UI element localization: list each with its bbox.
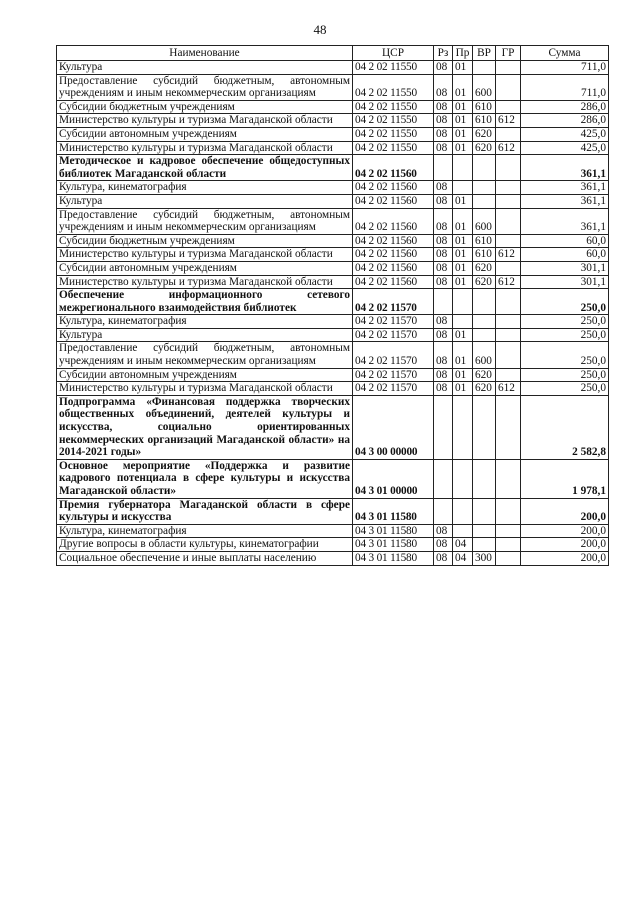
header-name: Наименование — [57, 46, 353, 61]
cell-rz: 08 — [434, 315, 453, 329]
cell-sum: 286,0 — [521, 100, 609, 114]
cell-pr: 01 — [453, 127, 473, 141]
cell-sum: 361,1 — [521, 194, 609, 208]
cell-name: Культура — [57, 61, 353, 75]
cell-rz: 08 — [434, 261, 453, 275]
cell-vr — [473, 328, 496, 342]
cell-name: Министерство культуры и туризма Магаданской области — [57, 382, 353, 396]
cell-gr: 612 — [496, 114, 521, 128]
table-row — [57, 155, 609, 181]
header-pr: Пр — [453, 46, 473, 61]
cell-name: Другие вопросы в области культуры, кинематографии — [57, 538, 353, 552]
table-row — [57, 395, 609, 459]
cell-rz: 08 — [434, 524, 453, 538]
cell-vr: 600 — [473, 74, 496, 100]
cell-pr: 01 — [453, 261, 473, 275]
table-row — [57, 498, 609, 524]
cell-pr: 01 — [453, 100, 473, 114]
table-row — [57, 181, 609, 195]
table-row — [57, 100, 609, 114]
cell-vr — [473, 181, 496, 195]
cell-gr: 612 — [496, 248, 521, 262]
cell-name: Премия губернатора Магаданской области в сфере культуры и искусства — [57, 498, 353, 524]
cell-vr: 620 — [473, 261, 496, 275]
cell-gr — [496, 100, 521, 114]
table-row — [57, 289, 609, 315]
cell-rz: 08 — [434, 234, 453, 248]
cell-sum: 250,0 — [521, 382, 609, 396]
cell-pr: 01 — [453, 74, 473, 100]
header-gr: ГР — [496, 46, 521, 61]
table-row — [57, 551, 609, 565]
cell-name: Министерство культуры и туризма Магаданской области — [57, 275, 353, 289]
cell-vr — [473, 395, 496, 459]
cell-name: Субсидии бюджетным учреждениям — [57, 234, 353, 248]
table-row — [57, 328, 609, 342]
table-row — [57, 459, 609, 498]
cell-vr — [473, 315, 496, 329]
cell-name: Министерство культуры и туризма Магаданской области — [57, 114, 353, 128]
budget-table — [56, 45, 609, 566]
cell-rz: 08 — [434, 61, 453, 75]
cell-name: Культура, кинематография — [57, 524, 353, 538]
cell-sum: 361,1 — [521, 181, 609, 195]
cell-sum: 711,0 — [521, 74, 609, 100]
cell-gr: 612 — [496, 275, 521, 289]
table-row — [57, 382, 609, 396]
cell-csr: 04 2 02 11550 — [353, 141, 434, 155]
cell-vr — [473, 155, 496, 181]
cell-name: Методическое и кадровое обеспечение общедоступных библиотек Магаданской области — [57, 155, 353, 181]
header-vr: ВР — [473, 46, 496, 61]
cell-name: Подпрограмма «Финансовая поддержка творческих общественных объединений, деятелей культуры и искусства, социально ориентированных некоммерческих организаций Магаданской области» на 2014-2021 годы» — [57, 395, 353, 459]
header-sum: Сумма — [521, 46, 609, 61]
cell-rz: 08 — [434, 275, 453, 289]
cell-csr: 04 2 02 11560 — [353, 194, 434, 208]
cell-pr: 01 — [453, 248, 473, 262]
cell-csr: 04 2 02 11570 — [353, 328, 434, 342]
cell-pr: 01 — [453, 342, 473, 368]
table-row — [57, 524, 609, 538]
cell-rz — [434, 459, 453, 498]
cell-gr — [496, 127, 521, 141]
table-row — [57, 261, 609, 275]
cell-rz: 08 — [434, 382, 453, 396]
cell-rz — [434, 155, 453, 181]
cell-vr: 620 — [473, 368, 496, 382]
cell-csr: 04 3 01 11580 — [353, 498, 434, 524]
cell-csr: 04 2 02 11560 — [353, 208, 434, 234]
cell-rz — [434, 289, 453, 315]
cell-sum: 60,0 — [521, 234, 609, 248]
cell-csr: 04 2 02 11570 — [353, 289, 434, 315]
cell-vr — [473, 194, 496, 208]
cell-rz — [434, 498, 453, 524]
cell-vr: 620 — [473, 382, 496, 396]
table-row — [57, 538, 609, 552]
cell-csr: 04 2 02 11570 — [353, 382, 434, 396]
cell-gr — [496, 538, 521, 552]
cell-rz: 08 — [434, 248, 453, 262]
cell-pr: 01 — [453, 141, 473, 155]
cell-gr — [496, 181, 521, 195]
cell-vr: 620 — [473, 127, 496, 141]
cell-csr: 04 2 02 11560 — [353, 248, 434, 262]
cell-gr — [496, 395, 521, 459]
table-row — [57, 234, 609, 248]
cell-csr: 04 3 01 00000 — [353, 459, 434, 498]
cell-gr — [496, 368, 521, 382]
cell-csr: 04 2 02 11570 — [353, 342, 434, 368]
cell-sum: 711,0 — [521, 61, 609, 75]
cell-rz: 08 — [434, 342, 453, 368]
cell-csr: 04 2 02 11570 — [353, 368, 434, 382]
cell-rz — [434, 395, 453, 459]
cell-gr — [496, 328, 521, 342]
cell-vr: 620 — [473, 275, 496, 289]
cell-vr — [473, 61, 496, 75]
cell-csr: 04 2 02 11560 — [353, 155, 434, 181]
table-row — [57, 127, 609, 141]
cell-csr: 04 2 02 11550 — [353, 100, 434, 114]
cell-rz: 08 — [434, 328, 453, 342]
cell-rz: 08 — [434, 100, 453, 114]
cell-pr — [453, 181, 473, 195]
table-row — [57, 141, 609, 155]
cell-csr: 04 2 02 11560 — [353, 275, 434, 289]
table-row — [57, 275, 609, 289]
cell-pr: 01 — [453, 368, 473, 382]
cell-pr — [453, 395, 473, 459]
cell-rz: 08 — [434, 114, 453, 128]
cell-gr — [496, 208, 521, 234]
cell-pr — [453, 315, 473, 329]
cell-gr — [496, 261, 521, 275]
cell-rz: 08 — [434, 181, 453, 195]
cell-csr: 04 2 02 11550 — [353, 114, 434, 128]
cell-sum: 2 582,8 — [521, 395, 609, 459]
cell-gr — [496, 234, 521, 248]
cell-sum: 250,0 — [521, 328, 609, 342]
cell-gr — [496, 524, 521, 538]
cell-sum: 200,0 — [521, 551, 609, 565]
cell-gr — [496, 315, 521, 329]
cell-vr — [473, 524, 496, 538]
cell-csr: 04 3 01 11580 — [353, 538, 434, 552]
cell-vr — [473, 459, 496, 498]
cell-csr: 04 2 02 11570 — [353, 315, 434, 329]
cell-name: Предоставление субсидий бюджетным, автономным учреждениям и иным некоммерческим организациям — [57, 208, 353, 234]
cell-rz: 08 — [434, 141, 453, 155]
table-row — [57, 315, 609, 329]
cell-gr — [496, 61, 521, 75]
cell-csr: 04 2 02 11560 — [353, 181, 434, 195]
table-row — [57, 194, 609, 208]
cell-sum: 286,0 — [521, 114, 609, 128]
cell-sum: 1 978,1 — [521, 459, 609, 498]
cell-vr — [473, 289, 496, 315]
cell-pr — [453, 459, 473, 498]
cell-name: Социальное обеспечение и иные выплаты населению — [57, 551, 353, 565]
table-body — [57, 61, 609, 566]
cell-name: Культура — [57, 328, 353, 342]
cell-csr: 04 2 02 11550 — [353, 127, 434, 141]
cell-gr — [496, 289, 521, 315]
cell-gr — [496, 498, 521, 524]
cell-vr: 300 — [473, 551, 496, 565]
cell-name: Министерство культуры и туризма Магаданской области — [57, 141, 353, 155]
cell-gr: 612 — [496, 141, 521, 155]
table-row — [57, 61, 609, 75]
cell-pr: 01 — [453, 234, 473, 248]
cell-name: Культура, кинематография — [57, 181, 353, 195]
cell-pr — [453, 524, 473, 538]
cell-vr: 620 — [473, 141, 496, 155]
cell-sum: 200,0 — [521, 524, 609, 538]
cell-name: Предоставление субсидий бюджетным, автономным учреждениям и иным некоммерческим организациям — [57, 74, 353, 100]
cell-sum: 301,1 — [521, 261, 609, 275]
cell-vr — [473, 498, 496, 524]
cell-pr: 01 — [453, 114, 473, 128]
table-row — [57, 208, 609, 234]
cell-name: Субсидии автономным учреждениям — [57, 127, 353, 141]
cell-sum: 425,0 — [521, 127, 609, 141]
cell-pr: 01 — [453, 208, 473, 234]
cell-name: Основное мероприятие «Поддержка и развитие кадрового потенциала в сфере культуры и искусства Магаданской области» — [57, 459, 353, 498]
cell-vr: 610 — [473, 100, 496, 114]
cell-pr: 04 — [453, 538, 473, 552]
table-row — [57, 74, 609, 100]
cell-sum: 301,1 — [521, 275, 609, 289]
cell-pr — [453, 155, 473, 181]
page-number: 48 — [313, 22, 327, 37]
cell-sum: 425,0 — [521, 141, 609, 155]
cell-pr — [453, 289, 473, 315]
cell-pr — [453, 498, 473, 524]
cell-name: Министерство культуры и туризма Магаданской области — [57, 248, 353, 262]
cell-csr: 04 2 02 11550 — [353, 74, 434, 100]
cell-pr: 01 — [453, 275, 473, 289]
cell-pr: 01 — [453, 328, 473, 342]
cell-rz: 08 — [434, 127, 453, 141]
cell-name: Обеспечение информационного сетевого межрегионального взаимодействия библиотек — [57, 289, 353, 315]
table-row — [57, 248, 609, 262]
cell-vr: 610 — [473, 248, 496, 262]
cell-vr: 600 — [473, 342, 496, 368]
cell-name: Субсидии автономным учреждениям — [57, 368, 353, 382]
cell-gr — [496, 342, 521, 368]
cell-gr: 612 — [496, 382, 521, 396]
cell-sum: 250,0 — [521, 315, 609, 329]
table-row — [57, 114, 609, 128]
cell-csr: 04 2 02 11560 — [353, 261, 434, 275]
cell-gr — [496, 459, 521, 498]
cell-rz: 08 — [434, 74, 453, 100]
cell-sum: 250,0 — [521, 289, 609, 315]
cell-sum: 200,0 — [521, 498, 609, 524]
cell-sum: 250,0 — [521, 342, 609, 368]
cell-name: Субсидии бюджетным учреждениям — [57, 100, 353, 114]
cell-name: Культура, кинематография — [57, 315, 353, 329]
cell-sum: 250,0 — [521, 368, 609, 382]
header-csr: ЦСР — [353, 46, 434, 61]
cell-pr: 01 — [453, 382, 473, 396]
cell-gr — [496, 155, 521, 181]
cell-vr: 600 — [473, 208, 496, 234]
cell-name: Культура — [57, 194, 353, 208]
cell-pr: 01 — [453, 194, 473, 208]
cell-sum: 60,0 — [521, 248, 609, 262]
cell-sum: 200,0 — [521, 538, 609, 552]
cell-vr: 610 — [473, 114, 496, 128]
cell-gr — [496, 194, 521, 208]
cell-rz: 08 — [434, 538, 453, 552]
cell-gr — [496, 74, 521, 100]
cell-rz: 08 — [434, 551, 453, 565]
cell-sum: 361,1 — [521, 155, 609, 181]
cell-rz: 08 — [434, 208, 453, 234]
cell-sum: 361,1 — [521, 208, 609, 234]
cell-vr: 610 — [473, 234, 496, 248]
cell-name: Предоставление субсидий бюджетным, автономным учреждениям и иным некоммерческим организациям — [57, 342, 353, 368]
cell-rz: 08 — [434, 368, 453, 382]
cell-csr: 04 2 02 11550 — [353, 61, 434, 75]
cell-rz: 08 — [434, 194, 453, 208]
table-row — [57, 368, 609, 382]
cell-csr: 04 2 02 11560 — [353, 234, 434, 248]
table-header-row — [57, 46, 609, 61]
cell-pr: 04 — [453, 551, 473, 565]
cell-pr: 01 — [453, 61, 473, 75]
cell-name: Субсидии автономным учреждениям — [57, 261, 353, 275]
header-rz: Рз — [434, 46, 453, 61]
cell-csr: 04 3 01 11580 — [353, 551, 434, 565]
cell-csr: 04 3 01 11580 — [353, 524, 434, 538]
cell-vr — [473, 538, 496, 552]
cell-gr — [496, 551, 521, 565]
cell-csr: 04 3 00 00000 — [353, 395, 434, 459]
table-row — [57, 342, 609, 368]
